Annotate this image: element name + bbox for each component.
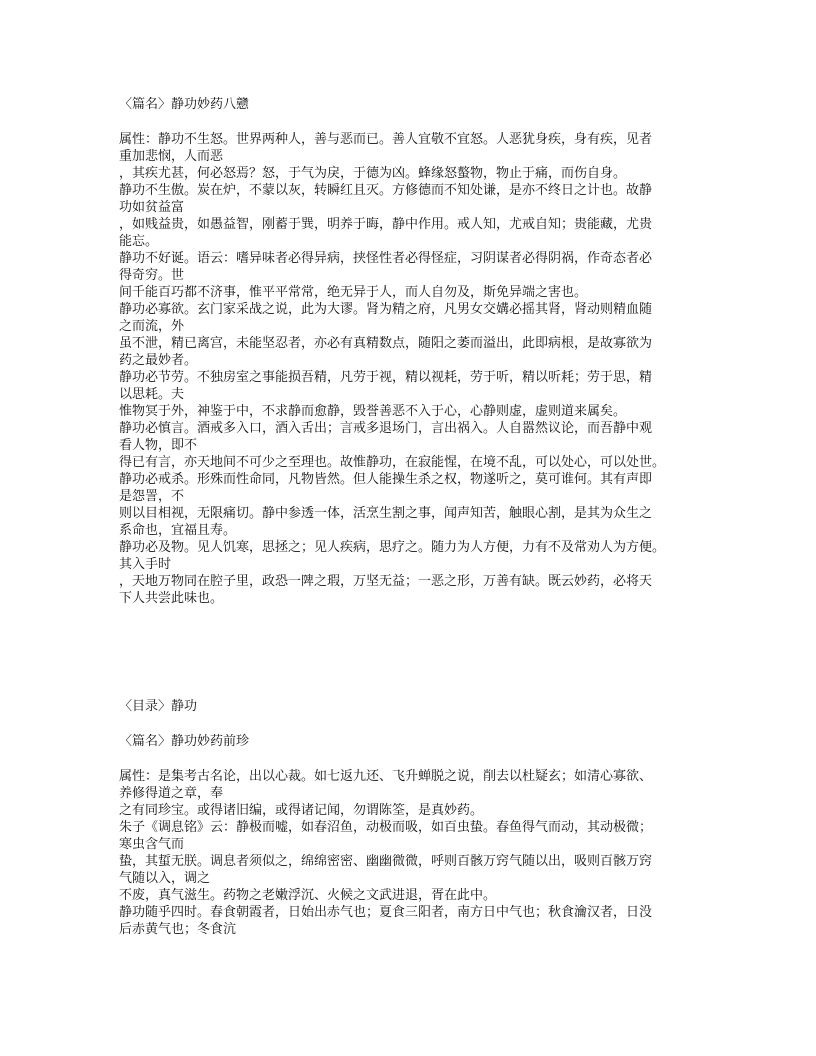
text-line: 静功必慎言。酒戒多入口，酒入舌出；言戒多退场门，言出祸入。人自嚣然议论，而吾静中观 (119, 421, 653, 436)
section1-heading: 〈篇名〉静功妙药八戆 (119, 97, 250, 112)
text-line: 得奇穷。世 (119, 268, 185, 283)
text-line: 静功不生傲。炭在炉，不蒙以灰，转瞬红且灭。方修德而不知处谦，是亦不终日之计也。故静 (119, 183, 653, 198)
text-line: 药之最妙者。 (119, 353, 198, 368)
text-line: 其入手时 (119, 557, 172, 572)
text-line: 静功随乎四时。春食朝霞者，日始出赤气也；夏食三阳者，南方日中气也；秋食瀹汉者，日没 (119, 905, 653, 920)
text-line: 看人物，即不 (119, 438, 198, 453)
text-line: 朱子《调息铭》云：静极而嘘，如春沼鱼，动极而吸，如百虫蛰。春鱼得气而动，其动极微； (119, 820, 653, 835)
text-line: 系命也，宜福且寿。 (119, 523, 237, 538)
text-line: 静功必节劳。不独房室之事能损吾精，凡劳于视，精以视耗，劳于听，精以听耗；劳于思，精 (119, 370, 653, 385)
text-line: 蛰，其蜇无朕。调息者须似之，绵绵密密、幽幽微微，呼则百骸万窍气随以出，吸则百骸万窍 (119, 854, 653, 869)
text-line: 寒虫含气而 (119, 837, 185, 852)
text-line: 虽不泄，精已离宫，未能坚忍者，亦必有真精数点，随阳之萎而溢出，此即病根，是故寡欲为 (119, 336, 653, 351)
text-line: 之而流，外 (119, 319, 185, 334)
section2-heading: 〈篇名〉静功妙药前珍 (119, 734, 250, 749)
text-line: 静功必戒杀。形殊而性命同，凡物皆然。但人能操生杀之权，物遂听之，莫可谁何。其有声即 (119, 472, 653, 487)
text-line: 静功必及物。见人饥寒，思拯之；见人疾病，思疗之。随力为人方便，力有不及常劝人为方便。 (119, 540, 666, 555)
text-line: 静功必寡欲。玄门家采战之说，此为大谬。肾为精之府，凡男女交媾必摇其肾，肾动则精血随 (119, 302, 653, 317)
text-line: 能忘。 (119, 234, 159, 249)
text-line: 后赤黄气也；冬食沆 (119, 922, 237, 937)
section1-body (119, 131, 715, 607)
text-line: ，其疾尤甚，何必怒焉？怒，于气为戾，于德为凶。蜂缘怒螯物，物止于痛，而伤自身。 (119, 166, 627, 181)
text-line: 下人共尝此味也。 (119, 591, 224, 606)
text-line: 得已有言，亦天地间不可少之至理也。故惟静功，在寂能惺，在境不乱，可以处心，可以处世。 (119, 455, 666, 470)
text-line: 功如贫益富 (119, 200, 185, 215)
section2-catalog: 〈目录〉静功 (119, 699, 198, 714)
text-line: 是怨詈，不 (119, 489, 185, 504)
text-line: 静功不好诞。语云：嗜异味者必得异病，挟怪性者必得怪症，习阴谋者必得阴祸，作奇态者必 (119, 251, 653, 266)
text-line: 重加悲悯，人而恶 (119, 149, 224, 164)
text-line: 属性：静功不生怒。世界两种人，善与恶而已。善人宜敬不宜怒。人恶犹身疾，身有疾，见者 (119, 132, 653, 147)
text-line: 属性：是集考古名论，出以心裁。如七返九还、飞升蝉脱之说，削去以杜疑玄；如清心寡欲、 (119, 769, 653, 784)
text-line: 之有同珍宝。或得诸旧编，或得诸记闻，勿谓陈筌，是真妙药。 (119, 803, 484, 818)
text-line: 则以目相视，无限痛切。静中参透一体，活烹生割之事，闻声知苦，触眼心割，是其为众生之 (119, 506, 653, 521)
text-line: 不废，真气滋生。药物之老嫩浮沉、火候之文武进退，胥在此中。 (119, 888, 497, 903)
section2-body (119, 768, 715, 938)
text-line: 气随以入，调之 (119, 871, 211, 886)
text-line: ，如贱益贵，如愚益智，刚蓄于巽，明养于晦，静中作用。戒人知，尤戒自知；贵能藏，尤贵 (119, 217, 653, 232)
text-line: 惟物冥于外，神鉴于中，不求静而愈静，毁誉善恶不入于心，心静则虚，虚则道来属矣。 (119, 404, 627, 419)
text-line: 养修得道之章，奉 (119, 786, 224, 801)
text-line: 间千能百巧都不济事，惟平平常常，绝无异于人，而人自勿及，斯免异端之害也。 (119, 285, 588, 300)
text-line: 以思耗。夫 (119, 387, 185, 402)
text-line: ，天地万物同在腔子里，政恐一陴之瑕，万坚无益；一恶之形，万善有缺。既云妙药，必将天 (119, 574, 653, 589)
